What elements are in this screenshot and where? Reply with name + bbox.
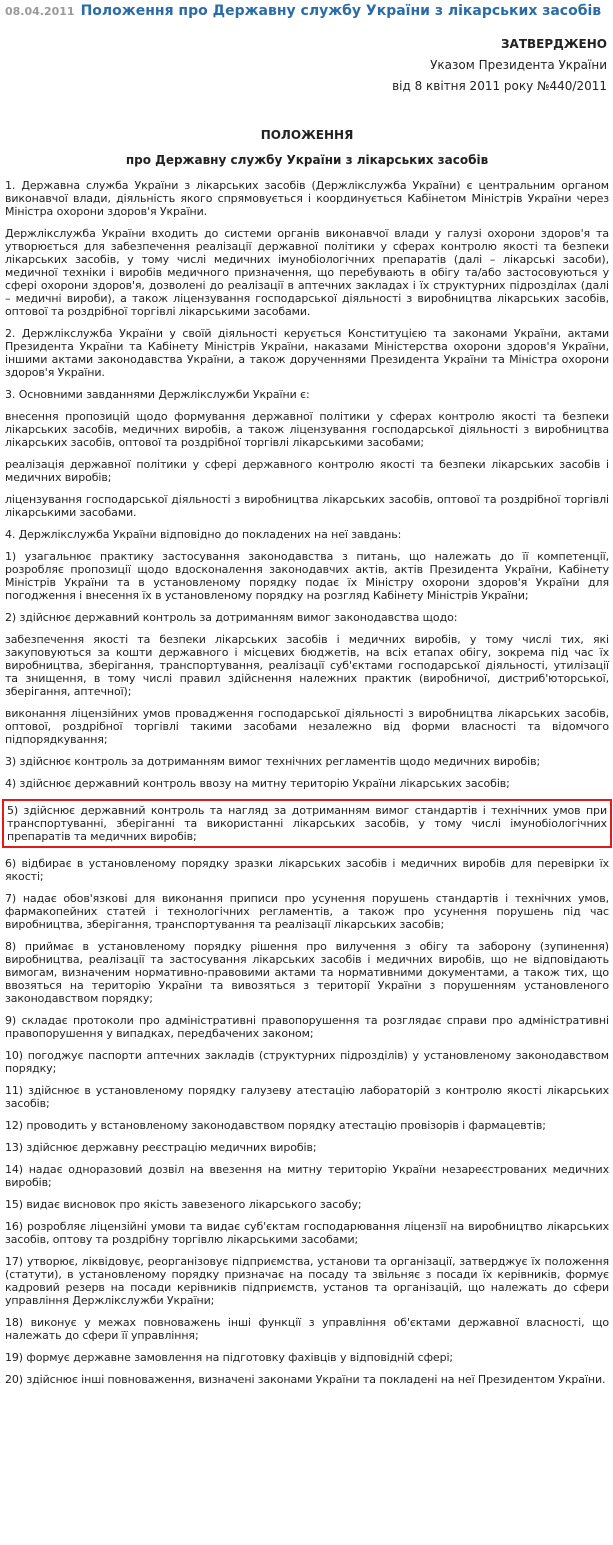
paragraph: 9) складає протоколи про адміністративні правопорушення та розглядає справи про адміністративні правопорушення у випадках, передбачених законом;	[5, 1014, 609, 1040]
paragraph: 1) узагальнює практику застосування законодавства з питань, що належать до її компетенції, розробляє пропозиції щодо вдосконалення законодавчих актів, актів Президента України, Кабінету Міністрів України та в установленому порядку подає їх Міністру охорони здоров'я України для погодження і внесення їх в установленому порядку на розгляд Кабінету Міністрів України;	[5, 550, 609, 602]
paragraph: 20) здійснює інші повноваження, визначені законами України та покладені на неї Президентом України.	[5, 1373, 606, 1386]
highlighted-paragraph: 5) здійснює державний контроль та нагляд за дотриманням вимог стандартів і технічних умов при транспортуванні, зберіганні та використанні лікарських засобів, у тому числі імунобіологічних препаратів та медичних виробів;	[2, 799, 612, 848]
paragraph: 4. Держлікслужба України відповідно до покладених на неї завдань:	[5, 528, 402, 541]
paragraph: 16) розробляє ліцензійні умови та видає суб'єктам господарювання ліцензії на виробництво лікарських засобів, оптову та роздрібну торгівлю лікарськими засобами;	[5, 1220, 609, 1246]
paragraph: 7) надає обов'язкові для виконання приписи про усунення порушень стандартів і технічних умов, фармакопейних статей і технологічних регламентів, а також про усунення порушень під час виробництва, зберігання, транспортування та реалізації лікарських засобів;	[5, 892, 609, 931]
document-body	[5, 179, 609, 1386]
approved-label: ЗАТВЕРДЖЕНО	[501, 37, 607, 51]
header	[5, 0, 609, 25]
paragraph: ліцензування господарської діяльності з виробництва лікарських засобів, оптової та роздрібної торгівлі лікарськими засобами.	[5, 493, 609, 519]
paragraph: 14) надає одноразовий дозвіл на ввезення на митну територію України незареєстрованих медичних виробів;	[5, 1163, 609, 1189]
paragraph: 18) виконує у межах повноважень інші функції з управління об'єктами державної власності, що належать до сфери її управління;	[5, 1316, 609, 1342]
paragraph: 12) проводить у встановленому законодавством порядку атестацію провізорів і фармацевтів;	[5, 1119, 546, 1132]
paragraph: 11) здійснює в установленому порядку галузеву атестацію лабораторій з контролю якості лікарських засобів;	[5, 1084, 609, 1110]
paragraph: 2) здійснює державний контроль за дотриманням вимог законодавства щодо:	[5, 611, 458, 624]
paragraph: виконання ліцензійних умов провадження господарської діяльності з виробництва лікарських засобів, оптової, роздрібної торгівлі такими засобами незалежно від форми власності та відомчого підпорядкування;	[5, 707, 609, 746]
paragraph: забезпечення якості та безпеки лікарських засобів і медичних виробів, у тому числі тих, які закуповуються за кошти державного і місцевих бюджетів, на всіх етапах обігу, зокрема під час їх виробництва, зберігання, транспортування, реалізації суб'єктами господарської діяльності, утилізації та знищення, в тому числі правил здійснення належних практик (виробничої, дистриб'юторської, зберігання, аптечної);	[5, 633, 609, 698]
paragraph: 2. Держлікслужба України у своїй діяльності керується Конституцією та законами України, актами Президента України та Кабінету Міністрів України, наказами Міністерства охорони здоров'я України, іншими актами законодавства України, а також дорученнями Президента України та Міністра охорони здоров'я України.	[5, 327, 609, 379]
document-title: ПОЛОЖЕННЯ	[260, 128, 354, 142]
article-title-link[interactable]: Положення про Державну службу України з лікарських засобів	[80, 3, 602, 19]
paragraph: 6) відбирає в установленому порядку зразки лікарських засобів і медичних виробів для перевірки їх якості;	[5, 857, 609, 883]
paragraph: 4) здійснює державний контроль ввозу на митну територію України лікарських засобів;	[5, 777, 510, 790]
paragraph: 17) утворює, ліквідовує, реорганізовує підприємства, установи та організації, затверджує їх положення (статути), в установленому порядку призначає на посаду та звільняє з посади їх керівників, формує кадровий резерв на посади керівників підприємств, установ та організацій, що належать до сфери управління Держлікслужби України;	[5, 1255, 609, 1307]
paragraph: 10) погоджує паспорти аптечних закладів (структурних підрозділів) у установленому законодавством порядку;	[5, 1049, 609, 1075]
paragraph: 8) приймає в установленому порядку рішення про вилучення з обігу та заборону (зупинення) виробництва, реалізації та застосування лікарських засобів і медичних виробів, що не відповідають вимогам, визначеним нормативно-правовими актами та нормативними документами, а також тих, що ввозяться на територію України та вивозяться з території України з порушенням установленого законодавством порядку;	[5, 940, 609, 1005]
paragraph: реалізація державної політики у сфері державного контролю якості та безпеки лікарських засобів і медичних виробів;	[5, 458, 609, 484]
paragraph: 1. Державна служба України з лікарських засобів (Держлікслужба України) є центральним органом виконавчої влади, діяльність якого спрямовується і координується Кабінетом Міністрів України через Міністра охорони здоров'я України.	[5, 179, 609, 218]
paragraph: внесення пропозицій щодо формування державної політики у сферах контролю якості та безпеки лікарських засобів, медичних виробів, а також ліцензування господарської діяльності з виробництва лікарських засобів, оптової та роздрібної торгівлі лікарськими засобами;	[5, 410, 609, 449]
paragraph: 3. Основними завданнями Держлікслужби України є:	[5, 388, 310, 401]
paragraph: 15) видає висновок про якість завезеного лікарського засобу;	[5, 1198, 362, 1211]
paragraph: 19) формує державне замовлення на підготовку фахівців у відповідній сфері;	[5, 1351, 454, 1364]
paragraph: 3) здійснює контроль за дотриманням вимог технічних регламентів щодо медичних виробів;	[5, 755, 541, 768]
paragraph: Держлікслужба України входить до системи органів виконавчої влади у галузі охорони здоров'я та утворюється для забезпечення реалізації державної політики у сферах контролю якості та безпеки лікарських засобів, у тому числі медичних імунобіологічних препаратів (далі – лікарські засоби), медичної техніки і виробів медичного призначення, що перебувають в обігу та/або застосовуються у сфері охорони здоров'я, дозволені до реалізації в аптечних закладах і їх структурних підрозділах (далі – медичні вироби), а також ліцензування господарської діяльності з виробництва лікарських засобів, оптової та роздрібної торгівлі лікарськими засобами.	[5, 227, 609, 318]
decree-label: Указом Президента України	[430, 58, 607, 72]
paragraph: 13) здійснює державну реєстрацію медичних виробів;	[5, 1141, 317, 1154]
approval-block	[5, 34, 609, 97]
decree-date-number: від 8 квітня 2011 року №440/2011	[392, 79, 607, 93]
publication-date: 08.04.2011	[5, 5, 75, 18]
document-subtitle: про Державну службу України з лікарських засобів	[125, 153, 489, 167]
